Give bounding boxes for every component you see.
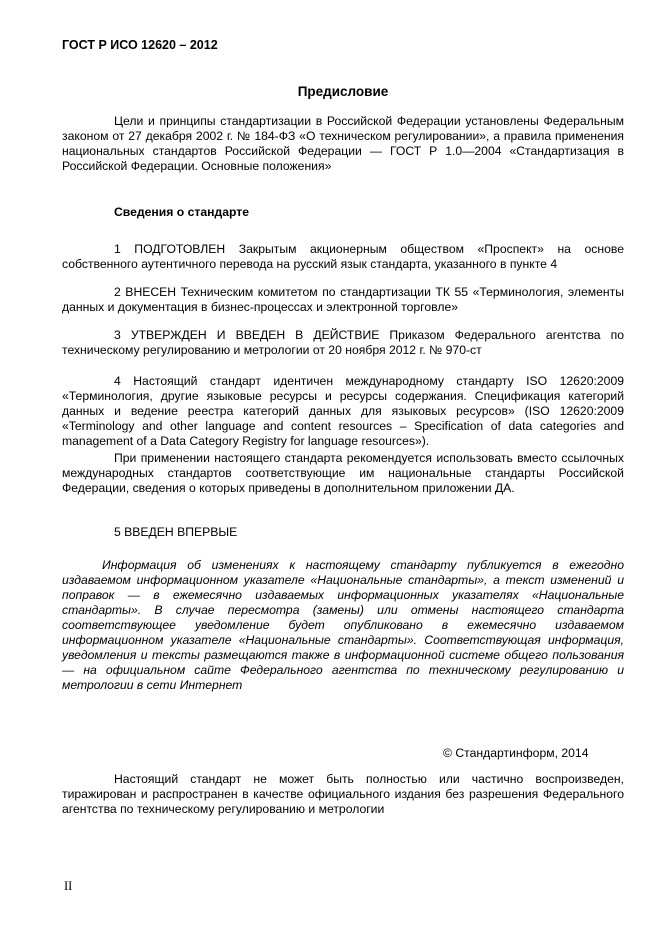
item-application-note: При применении настоящего стандарта рекомендуется использовать вместо ссылочных международных стандартов соответствующие им национальные стандарты Российской Федерации, сведения о которых приведены в дополнительном приложении ДА. xyxy=(62,451,624,495)
item-submitted: 2 ВНЕСЕН Техническим комитетом по стандартизации ТК 55 «Терминология, элементы данных и документация в бизнес-процессах и электронной торговле» xyxy=(62,285,624,314)
item-prepared: 1 ПОДГОТОВЛЕН Закрытым акционерным обществом «Проспект» на основе собственного аутентичного перевода на русский язык стандарта, указанного в пункте 4 xyxy=(62,242,624,271)
copyright: © Стандартинформ, 2014 xyxy=(443,746,589,760)
page-title: Предисловие xyxy=(297,84,389,99)
reproduction-notice: Настоящий стандарт не может быть полностью или частично воспроизведен, тиражирован и распространен в качестве официального издания без разрешения Федерального агентства по техническому регулированию и метрологии xyxy=(62,772,624,816)
item-approved: 3 УТВЕРЖДЕН И ВВЕДЕН В ДЕЙСТВИЕ Приказом Федерального агентства по техническому регулированию и метрологии от 20 ноября 2012 г. № 970-ст xyxy=(62,328,624,357)
section-heading: Сведения о стандарте xyxy=(114,205,250,219)
page-number: II xyxy=(64,879,73,893)
info-notice: Информация об изменениях к настоящему стандарту публикуется в ежегодно издаваемом информационном указателе «Национальные стандарты», а текст изменений и поправок — в ежемесячно издаваемых информационных указателях «Национальные стандарты». В случае пересмотра (замены) или отмены настоящего стандарта соответствующее уведомление будет опубликовано в ежемесячно издаваемом информационном указателе «Национальные стандарты». Соответствующая информация, уведомления и тексты размещаются также в информационной системе общего пользования — на официальном сайте Федерального агентства по техническому регулированию и метрологии в сети Интернет xyxy=(62,558,624,692)
item-introduced: 5 ВВЕДЕН ВПЕРВЫЕ xyxy=(114,525,238,539)
intro-paragraph: Цели и принципы стандартизации в Российской Федерации установлены Федеральным законом от 27 декабря 2002 г. № 184-ФЗ «О техническом регулировании», а правила применения национальных стандартов Российской Федерации — ГОСТ Р 1.0—2004 «Стандартизация в Российской Федерации. Основные положения» xyxy=(62,114,624,173)
standard-code: ГОСТ Р ИСО 12620 – 2012 xyxy=(62,38,218,52)
item-identical: 4 Настоящий стандарт идентичен международному стандарту ISO 12620:2009 «Терминология, другие языковые ресурсы и ресурсы содержания. Спецификация категорий данных и ведение реестра категорий данных для языковых ресурсов» (ISO 12620:2009 «Terminology and other language and content resources – Specification of data categories and management of a Data Category Registry for language resources»). xyxy=(62,374,624,448)
